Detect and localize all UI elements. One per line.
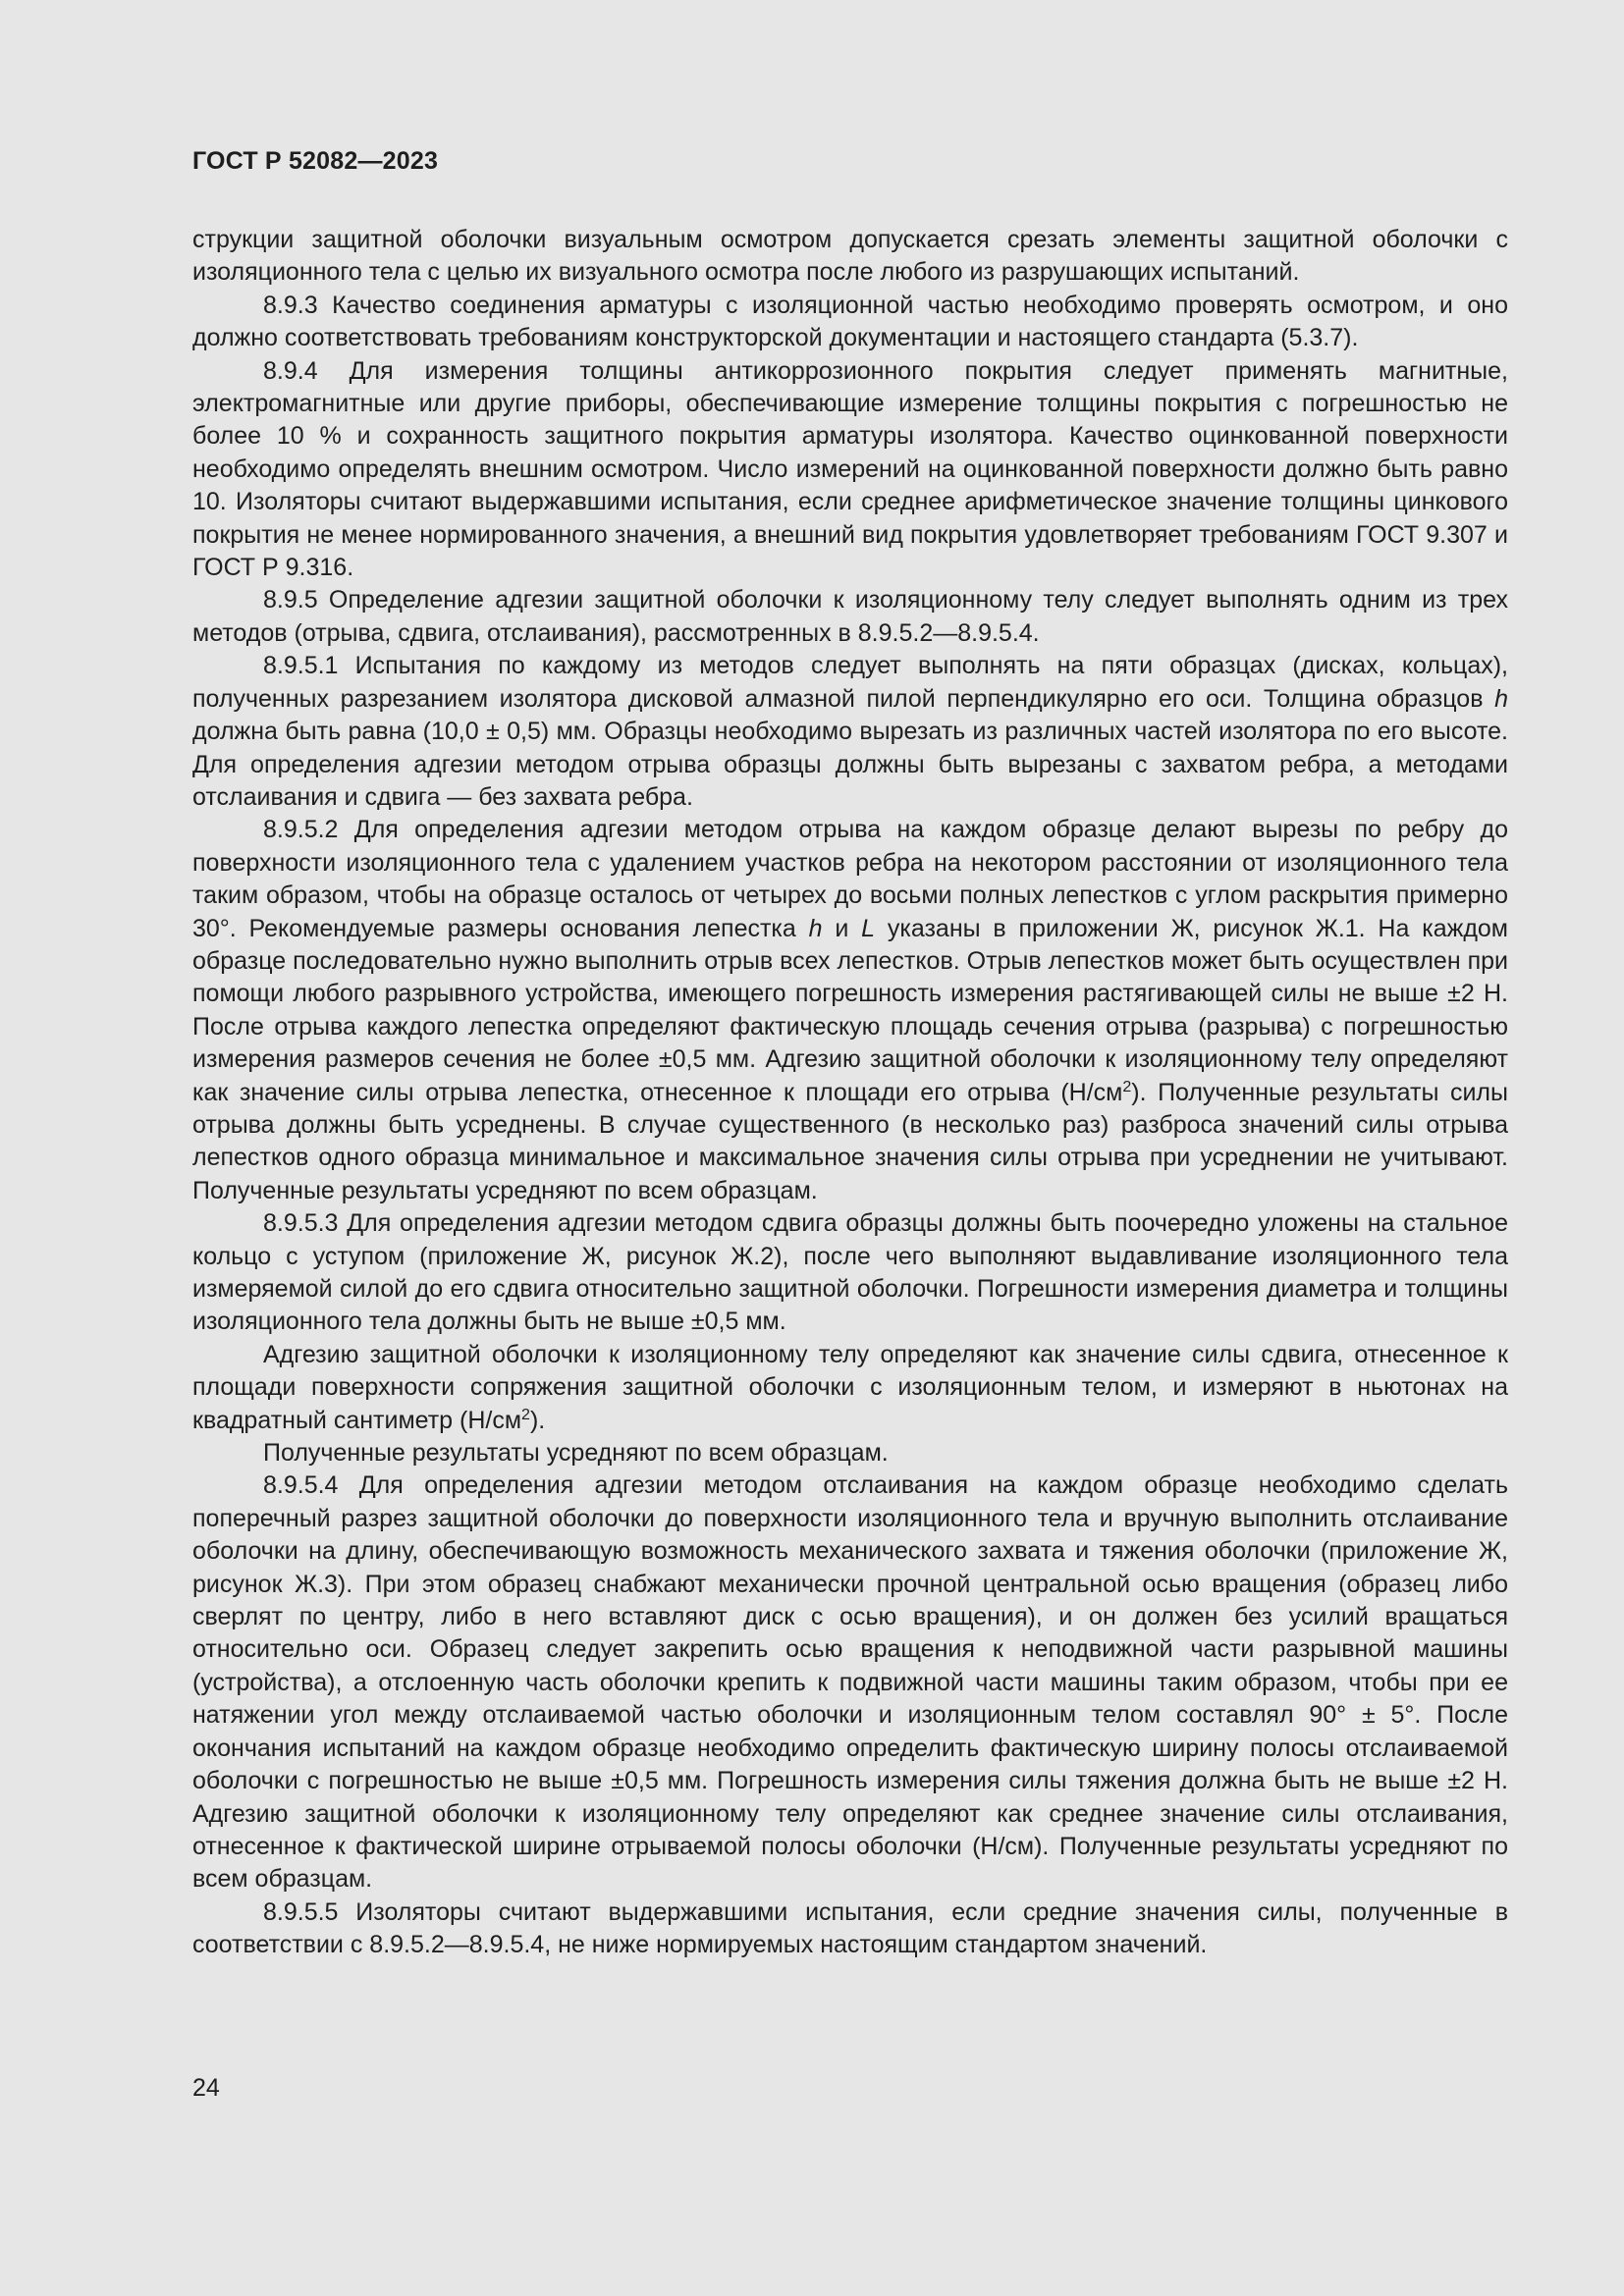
page-number: 24 xyxy=(192,2074,220,2102)
text-run: должна быть равна (10,0 ± 0,5) мм. Образцы необходимо вырезать из различных частей изолятора по его высоте. Для определения адгезии методом отрыва образцы должны быть вырезаны с захватом ребра, а методами отслаивания и сдвига — без захвата ребра. xyxy=(192,718,1508,811)
paragraph-8-9-5-3: 8.9.5.3 Для определения адгезии методом сдвига образцы должны быть поочередно уложены на стальное кольцо с уступом (приложение Ж, рисунок Ж.2), после чего выполняют выдавливание изоляционного тела измеряемой силой до его сдвига относительно защитной оболочки. Погрешности измерения диаметра и толщины изоляционного тела должны быть не выше ±0,5 мм. xyxy=(192,1209,1508,1336)
paragraph-adhesion-shear xyxy=(192,1339,1508,1437)
document-header: ГОСТ Р 52082—2023 xyxy=(192,147,439,175)
text-run: и xyxy=(822,914,862,942)
paragraph-results: Полученные результаты усредняют по всем образцам. xyxy=(263,1439,889,1468)
text-run: указаны в приложении Ж, рисунок Ж.1. На каждом образце последовательно нужно выполнить отрыв всех лепестков. Отрыв лепестков может быть осуществлен при помощи любого разрывного устройства, имеющего погрешность измерения растягивающей силы не выше ±2 Н. После отрыва каждого лепестка определяют фактическую площадь сечения отрыва (разрыва) с погрешностью измерения размеров сечения не более ±0,5 мм. Адгезию защитной оболочки к изоляционному телу определяют как значение силы отрыва лепестка, отнесенное к площади его отрыва (Н/см xyxy=(192,914,1508,1106)
paragraph-8-9-5-5: 8.9.5.5 Изоляторы считают выдержавшими испытания, если средние значения силы, полученные в соответствии с 8.9.5.2—8.9.5.4, не ниже нормируемых настоящим стандартом значений. xyxy=(192,1897,1508,1959)
superscript: 2 xyxy=(1122,1078,1132,1095)
paragraph-8-9-5: 8.9.5 Определение адгезии защитной оболочки к изоляционному телу следует выполнять одним из трех методов (отрыва, сдвига, отслаивания), рассмотренных в 8.9.5.2—8.9.5.4. xyxy=(192,586,1508,647)
italic-symbol-h: h xyxy=(1494,684,1508,713)
italic-symbol-h: h xyxy=(808,914,823,942)
paragraph-8-9-4: 8.9.4 Для измерения толщины антикоррозионного покрытия следует применять магнитные, электромагнитные или другие приборы, обеспечивающие измерение толщины покрытия с погрешностью не более 10 % и сохранность защитного покрытия арматуры изолятора. Качество оцинкованной поверхности необходимо определять внешним осмотром. Число измерений на оцинкованной поверхности должно быть равно 10. Изоляторы считают выдержавшими испытания, если среднее арифметическое значение толщины цинкового покрытия не менее нормированного значения, а внешний вид покрытия удовлетворяет требованиям ГОСТ 9.307 и ГОСТ Р 9.316. xyxy=(192,356,1508,582)
text-run: 8.9.5.2 Для определения адгезии методом отрыва на каждом образце делают вырезы по ребру до поверхности изоляционного тела с удалением участков ребра на некотором расстоянии от изоляционного тела таким образом, чтобы на образце осталось от четырех до восьми полных лепестков с углом раскрытия примерно 30°. Рекомендуемые размеры основания лепестка xyxy=(192,816,1508,942)
document-body xyxy=(192,224,1508,1962)
superscript: 2 xyxy=(521,1406,530,1423)
paragraph-continuation: струкции защитной оболочки визуальным осмотром допускается срезать элементы защитной оболочки с изоляционного тела с целью их визуального осмотра после любого из разрушающих испытаний. xyxy=(192,226,1508,287)
paragraph-8-9-3: 8.9.3 Качество соединения арматуры с изоляционной частью необходимо проверять осмотром, и оно должно соответствовать требованиям конструкторской документации и настоящего стандарта (5.3.7). xyxy=(192,291,1508,352)
paragraph-8-9-5-2 xyxy=(192,814,1508,1207)
text-run: 8.9.5.1 Испытания по каждому из методов следует выполнять на пяти образцах (дисках, кольцах), полученных разрезанием изолятора дисковой алмазной пилой перпендикулярно его оси. Толщина образцов xyxy=(192,652,1508,713)
paragraph-8-9-5-1 xyxy=(192,650,1508,814)
text-run: ). xyxy=(529,1406,546,1434)
paragraph-8-9-5-4: 8.9.5.4 Для определения адгезии методом отслаивания на каждом образце необходимо сделать поперечный разрез защитной оболочки до поверхности изоляционного тела и вручную выполнить отслаивание оболочки на длину, обеспечивающую возможность механического захвата и тяжения оболочки (приложение Ж, рисунок Ж.3). При этом образец снабжают механически прочной центральной осью вращения (образец либо сверлят по центру, либо в него вставляют диск с осью вращения), и он должен без усилий вращаться относительно оси. Образец следует закрепить осью вращения к неподвижной части разрывной машины (устройства), а отслоенную часть оболочки крепить к подвижной части машины таким образом, чтобы при ее натяжении угол между отслаиваемой частью оболочки и изоляционным телом составлял 90° ± 5°. После окончания испытаний на каждом образце необходимо определить фактическую ширину полосы отслаиваемой оболочки с погрешностью не выше ±0,5 мм. Погрешность измерения силы тяжения должна быть не выше ±2 Н. Адгезию защитной оболочки к изоляционному телу определяют как среднее значение силы отслаивания, отнесенное к фактической ширине отрываемой полосы оболочки (Н/см). Полученные результаты усредняют по всем образцам. xyxy=(192,1471,1508,1894)
text-run: Адгезию защитной оболочки к изоляционному телу определяют как значение силы сдвига, отнесенное к площади поверхности сопряжения защитной оболочки с изоляционным телом, и измеряют в ньютонах на квадратный сантиметр (Н/см xyxy=(192,1340,1508,1434)
italic-symbol-l: L xyxy=(861,914,876,942)
text-run: ). Полученные результаты силы отрыва должны быть усреднены. В случае существенного (в несколько раз) разброса значений силы отрыва лепестков одного образца минимальное и максимальное значения силы отрыва при усреднении не учитывают. Полученные результаты усредняют по всем образцам. xyxy=(192,1078,1508,1204)
